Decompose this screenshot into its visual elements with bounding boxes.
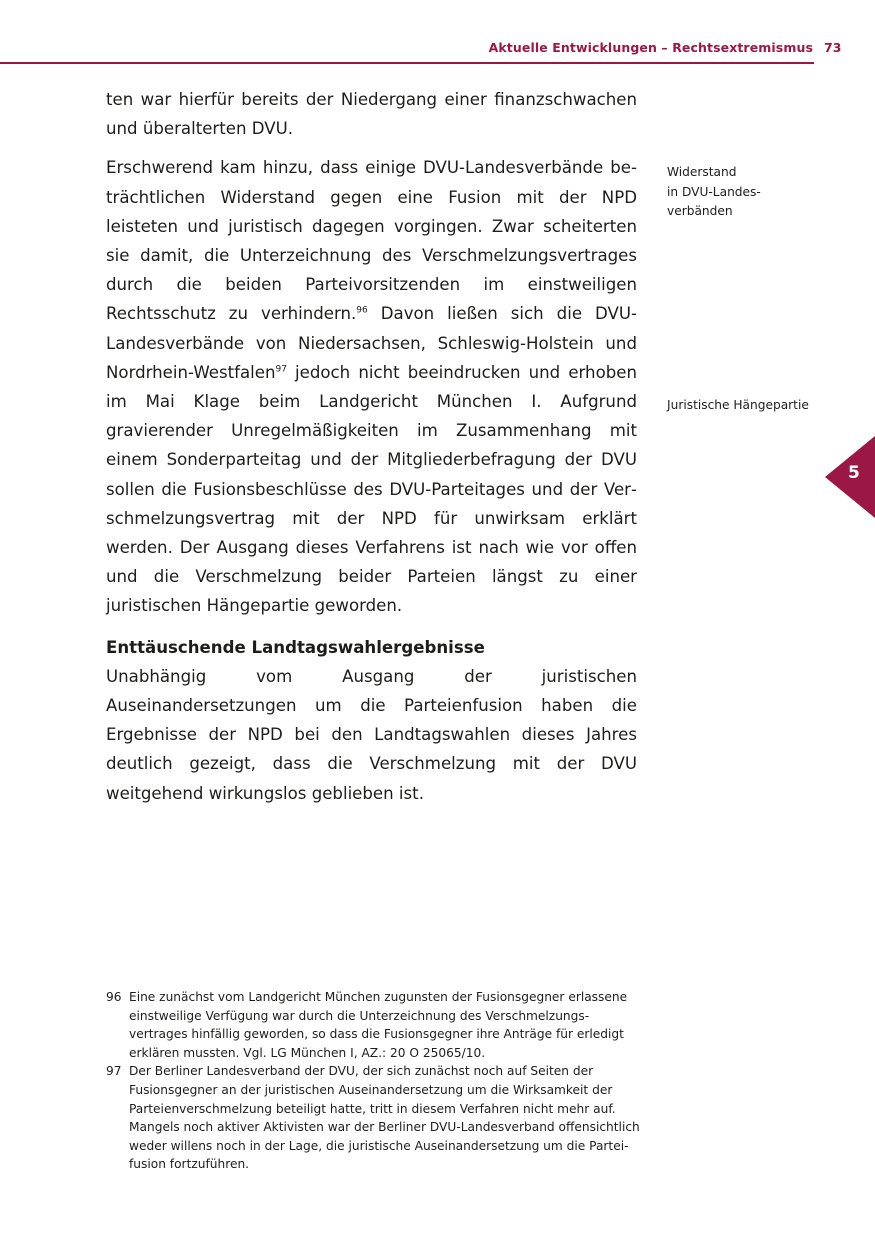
- section-heading: Enttäuschende Landtagswahlergebnisse: [106, 637, 485, 657]
- footnote-text: Der Berliner Landesverband der DVU, der sich zunächst noch auf Seiten der Fusionsgegner an der juristischen Auseinandersetzung um die Wirksamkeit der Parteienverschmelzung beteiligt hatte, tritt in diesem Verfahren nicht mehr auf. Mangels noch aktiver Aktivisten war der Berliner DVU-Landesverband offensichtlich weder willens noch in der Lage, die juristische Auseinandersetzung um die Parteifusion fortzuführen.: [129, 1064, 640, 1172]
- margin-note-haengepartie: Juristische Hängepartie: [667, 398, 809, 412]
- footnote-96: [106, 988, 641, 1062]
- main-text-column: [106, 85, 637, 818]
- footnote-ref-97[interactable]: 97: [275, 364, 287, 375]
- header-rule: [0, 62, 814, 64]
- margin-note-line: verbänden: [667, 204, 733, 218]
- margin-note-line: Widerstand: [667, 165, 737, 179]
- page-number: 73: [824, 40, 842, 55]
- chapter-number: 5: [848, 463, 860, 483]
- margin-note-widerstand: [667, 163, 837, 222]
- footnote-text: Eine zunächst vom Landgericht München zugunsten der Fusionsgegner erlassene einstweilige Verfügung war durch die Unterzeichnung des Verschmelzungsvertrages hinfällig geworden, so dass die Fusionsgegner ihre Anträge für erledigt erklären mussten. Vgl. LG München I, AZ.: 20 O 25065/10.: [129, 990, 628, 1060]
- paragraph-2-part-b: Davon ließen sich die DVU-Landesverbände von Niedersachsen, Schleswig-Holstein und Nordrhein-Westfalen: [106, 304, 637, 382]
- paragraph-2: [106, 153, 637, 620]
- footnote-ref-96[interactable]: 96: [356, 305, 368, 316]
- footnote-97: [106, 1062, 641, 1174]
- margin-note-line: in DVU-Landes-: [667, 184, 761, 199]
- paragraph-2-part-a: Erschwerend kam hinzu, dass einige DVU-Landesverbände beträchtlichen Widerstand gegen eine Fusion mit der NPD leisteten und juristisch dagegen vorgingen. Zwar scheiterten sie damit, die Unterzeichnung des Verschmelzungsvertrages durch die beiden Parteivorsitzenden im einstweiligen Rechtsschutz zu verhindern.: [106, 158, 637, 324]
- paragraph-1: ten war hierfür bereits der Niedergang einer finanzschwachen und überalterten DVU.: [106, 90, 637, 139]
- footnote-number: 96: [106, 990, 122, 1004]
- paragraph-3: Unabhängig vom Ausgang der juristischen Auseinandersetzungen um die Parteienfusion haben die Ergebnisse der NPD bei den Landtagswahlen dieses Jahres deutlich gezeigt, dass die Verschmelzung mit der DVU weitgehend wirkungslos geblieben ist.: [106, 666, 637, 803]
- footnote-number: 97: [106, 1064, 122, 1079]
- running-header-title: Aktuelle Entwicklungen – Rechtsextremismus: [488, 40, 813, 55]
- footnotes: [106, 988, 641, 1174]
- paragraph-2-part-c: jedoch nicht beeindrucken und erhoben im Mai Klage beim Landgericht München I. Aufgrund gravierender Unregelmäßigkeiten im Zusammenhang mit einem Sonderparteitag und der Mitgliederbefragung der DVU sollen die Fusionsbeschlüsse des DVU-Parteitages und der Verschmelzungsvertrag mit der NPD für unwirksam erklärt werden. Der Ausgang dieses Verfahrens ist nach wie vor offen und die Verschmelzung beider Parteien längst zu einer juristischen Hängepartie geworden.: [106, 362, 637, 616]
